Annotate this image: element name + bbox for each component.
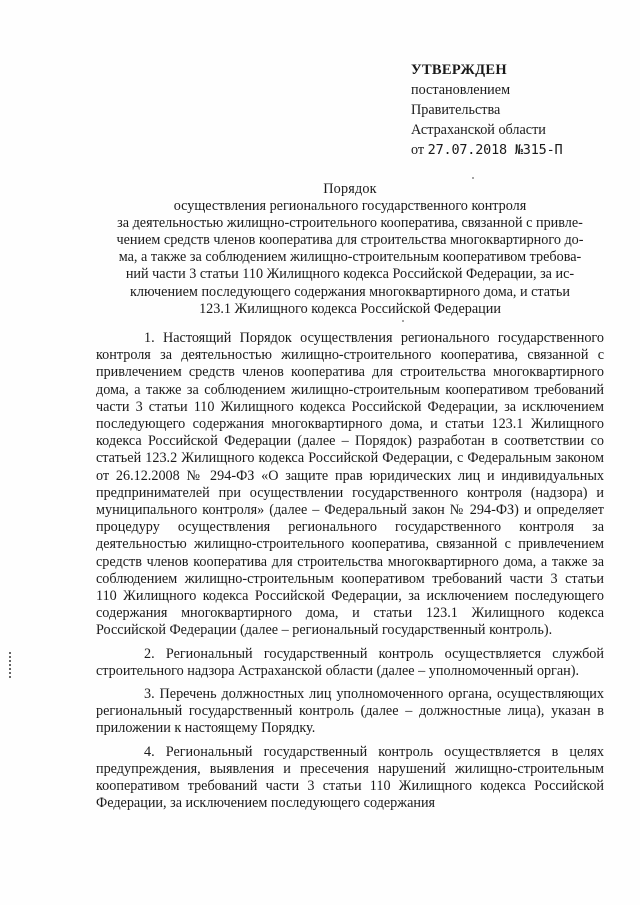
approval-line-1: постановлением: [411, 82, 511, 98]
approval-stamp: [411, 60, 611, 160]
paragraph-1: 1. Настоящий Порядок осуществления регионального государственного контроля за деятельностью жилищно-строительного кооператива, связанной с привлечением средств членов кооператива для строительства многоквартирного дома, а также за соблюдением жилищно-строительным кооперативом требований части 3 статьи 110 Жилищного кодекса Российской Федерации, за исключением последующего содержания многоквартирного дома, и статьи 123.1 Жилищного кодекса Российской Федерации (далее – Порядок) разработан в соответствии со статьей 123.2 Жилищного кодекса Российской Федерации, с Федеральным законом от 26.12.2008 № 294-ФЗ «О защите прав юридических лиц и индивидуальных предпринимателей при осуществлении государственного контроля (надзора) и муниципального контроля» (далее – Федеральный закон № 294-ФЗ) и определяет процедуру осуществления регионального государственного контроля за деятельностью жилищно-строительного кооператива, связанной с привлечением средств членов кооператива для строительства многоквартирного дома, а также за соблюдением жилищно-строительным кооперативом требований части 3 статьи 110 Жилищного кодекса Российской Федерации, за исключением последующего содержания многоквартирного дома, и статьи 123.1 Жилищного кодекса Российской Федерации (далее – региональный государственный контроль).: [96, 330, 604, 639]
approval-line-2: Правительства: [411, 102, 501, 118]
title-line: 123.1 Жилищного кодекса Российской Федерации: [199, 300, 501, 317]
title-line: за деятельностью жилищно-строительного кооператива, связанной с привле-: [117, 215, 583, 232]
title-line: чением средств членов кооператива для строительства многоквартирного до-: [116, 232, 584, 249]
paragraph-3: 3. Перечень должностных лиц уполномоченного органа, осуществляющих региональный государственный контроль (далее – должностные лица), указан в приложении к настоящему Порядку.: [96, 686, 604, 737]
scan-speck: [472, 177, 474, 179]
scan-margin-marks: [9, 652, 11, 678]
title-line: осуществления регионального государственного контроля: [173, 198, 527, 215]
title-line: ма, а также за соблюдением жилищно-строительным кооперативом требова-: [118, 249, 582, 266]
approval-date-number: 27.07.2018 №315-П: [427, 142, 563, 158]
approval-date-prefix: от: [411, 142, 428, 158]
title-line: ний части 3 статьи 110 Жилищного кодекса Российской Федерации, за ис-: [125, 266, 575, 283]
document-body: [96, 330, 604, 818]
paragraph-2: 2. Региональный государственный контроль осуществляется службой строительного надзора Астраханской области (далее – уполномоченный орган).: [96, 645, 604, 679]
title-line: ключением последующего содержания многоквартирного дома, и статьи: [129, 283, 570, 300]
approval-line-3: Астраханской области: [411, 122, 546, 138]
approval-date-line: [411, 140, 611, 160]
document-title: [96, 181, 604, 318]
title-main: Порядок: [323, 181, 377, 197]
paragraph-4: 4. Региональный государственный контроль осуществляется в целях предупреждения, выявления и пресечения нарушений жилищно-строительным кооперативом требований части 3 статьи 110 Жилищного кодекса Российской Федерации, за исключением последующего содержания: [96, 743, 604, 812]
scan-speck: [402, 320, 404, 322]
approval-heading: УТВЕРЖДЕН: [411, 62, 507, 78]
